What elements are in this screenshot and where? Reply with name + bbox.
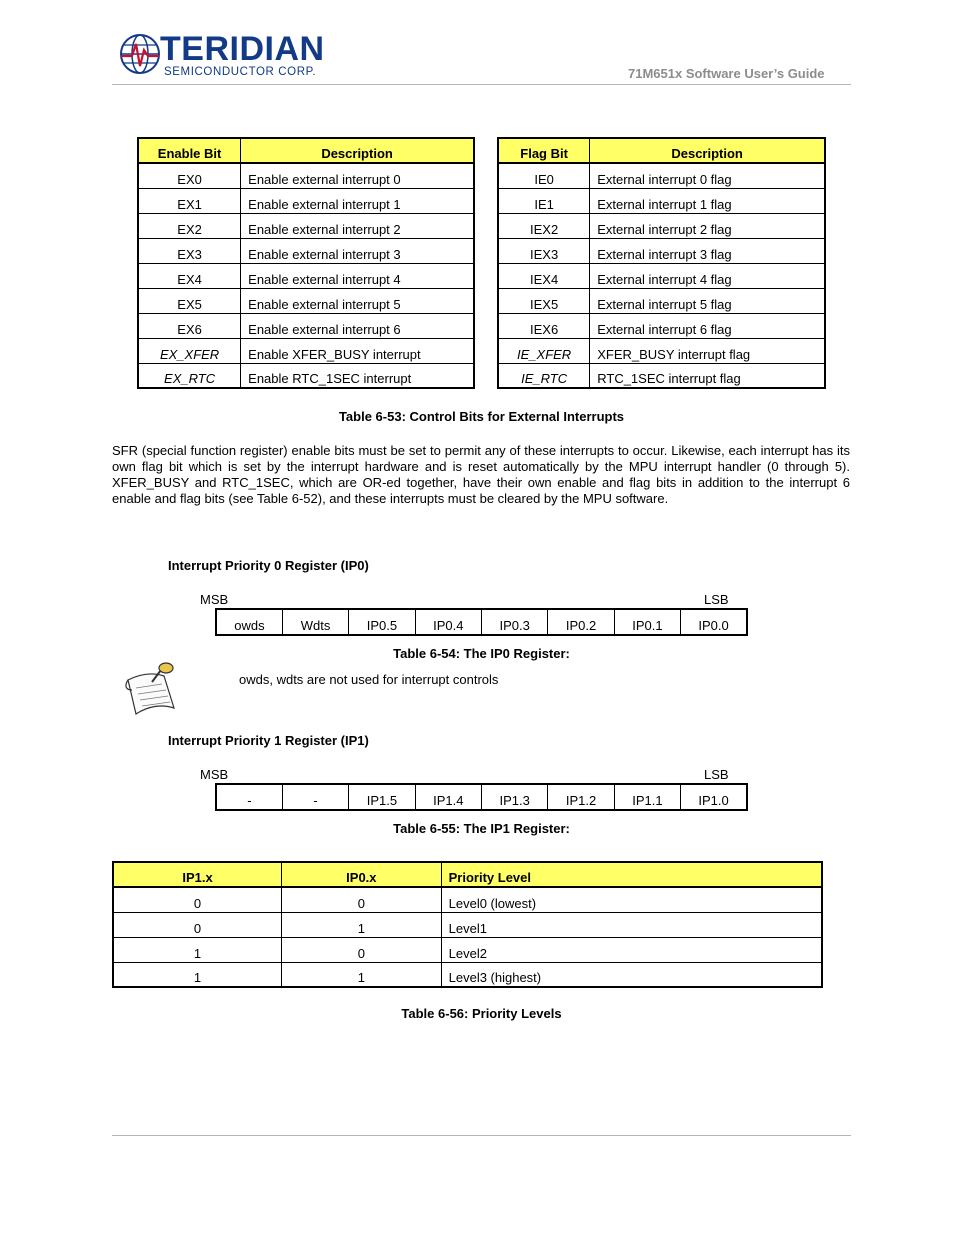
register-bit-cell: Wdts bbox=[282, 609, 348, 635]
lsb-label: LSB bbox=[704, 592, 729, 607]
table-cell: 1 bbox=[113, 962, 282, 987]
enable-bits-table bbox=[137, 137, 475, 389]
table-cell: Level1 bbox=[441, 912, 822, 937]
table-cell: IE_RTC bbox=[498, 363, 590, 388]
register-bit-cell: IP0.1 bbox=[614, 609, 680, 635]
table-cell: Level0 (lowest) bbox=[441, 887, 822, 912]
register-bit-cell: IP1.1 bbox=[614, 784, 680, 810]
table-cell: EX0 bbox=[138, 163, 241, 188]
register-bit-cell: owds bbox=[216, 609, 282, 635]
table-row bbox=[138, 213, 474, 238]
table-cell: Enable external interrupt 0 bbox=[241, 163, 474, 188]
table-row bbox=[138, 163, 474, 188]
register-bit-cell: IP0.0 bbox=[681, 609, 747, 635]
table-row bbox=[138, 363, 474, 388]
table-cell: IEX6 bbox=[498, 313, 590, 338]
ip1-register-table bbox=[215, 783, 748, 811]
logo-subtitle: SEMICONDUCTOR CORP. bbox=[164, 66, 317, 78]
table-cell: External interrupt 4 flag bbox=[590, 263, 825, 288]
table-cell: XFER_BUSY interrupt flag bbox=[590, 338, 825, 363]
table-cell: IE_XFER bbox=[498, 338, 590, 363]
table-row bbox=[498, 263, 825, 288]
lsb-label: LSB bbox=[704, 767, 729, 782]
table-caption: Table 6-54: The IP0 Register: bbox=[393, 646, 570, 661]
table-cell: 1 bbox=[282, 962, 442, 987]
table-row bbox=[113, 887, 822, 912]
table-row bbox=[498, 313, 825, 338]
table-cell: Enable external interrupt 6 bbox=[241, 313, 474, 338]
table-cell: External interrupt 2 flag bbox=[590, 213, 825, 238]
register-bit-cell: - bbox=[282, 784, 348, 810]
table-cell: 1 bbox=[113, 937, 282, 962]
table-cell: IEX4 bbox=[498, 263, 590, 288]
table-cell: Enable external interrupt 3 bbox=[241, 238, 474, 263]
flag-bits-table bbox=[497, 137, 826, 389]
logo-wordmark: TERIDIAN bbox=[160, 30, 325, 68]
table-row bbox=[113, 962, 822, 987]
register-bit-cell: IP1.2 bbox=[548, 784, 614, 810]
table-cell: Enable external interrupt 1 bbox=[241, 188, 474, 213]
msb-label: MSB bbox=[200, 767, 229, 782]
note-text: owds, wdts are not used for interrupt controls bbox=[239, 672, 499, 687]
table-cell: IE1 bbox=[498, 188, 590, 213]
register-bit-cell: IP0.3 bbox=[482, 609, 548, 635]
table-caption: Table 6-56: Priority Levels bbox=[401, 1006, 562, 1021]
table-row bbox=[498, 363, 825, 388]
column-header: Priority Level bbox=[441, 862, 822, 887]
logo-globe-icon bbox=[118, 32, 162, 76]
column-header: Enable Bit bbox=[138, 138, 241, 163]
body-paragraph: SFR (special function register) enable bits must be set to permit any of these interrupts to occur. Likewise, each interrupt has its own flag bit which is set by the interrupt hardware and is reset automatically by the MPU interrupt handler (0 through 5). XFER_BUSY and RTC_1SEC, which are OR-ed together, have their own enable and flag bits in addition to the interrupt 6 enable and flag bits (see Table 6-52), and these interrupts must be cleared by the MPU software. bbox=[112, 443, 850, 506]
register-bit-cell: IP1.3 bbox=[482, 784, 548, 810]
table-cell: Enable external interrupt 5 bbox=[241, 288, 474, 313]
teridian-logo bbox=[116, 32, 326, 80]
table-cell: External interrupt 5 flag bbox=[590, 288, 825, 313]
table-header-row bbox=[113, 862, 822, 887]
table-row bbox=[113, 912, 822, 937]
table-cell: 0 bbox=[282, 887, 442, 912]
header-rule bbox=[112, 84, 851, 85]
table-cell: IEX3 bbox=[498, 238, 590, 263]
table-cell: EX6 bbox=[138, 313, 241, 338]
column-header: Description bbox=[241, 138, 474, 163]
table-row bbox=[498, 238, 825, 263]
table-row bbox=[138, 338, 474, 363]
table-row bbox=[138, 188, 474, 213]
table-cell: EX4 bbox=[138, 263, 241, 288]
table-cell: External interrupt 3 flag bbox=[590, 238, 825, 263]
table-cell: External interrupt 0 flag bbox=[590, 163, 825, 188]
register-bit-cell: IP0.2 bbox=[548, 609, 614, 635]
table-cell: Enable external interrupt 4 bbox=[241, 263, 474, 288]
register-bit-row bbox=[216, 609, 747, 635]
table-row bbox=[498, 163, 825, 188]
table-cell: EX_XFER bbox=[138, 338, 241, 363]
register-bit-cell: - bbox=[216, 784, 282, 810]
table-cell: EX2 bbox=[138, 213, 241, 238]
document-title: 71M651x Software User’s Guide bbox=[628, 66, 825, 81]
note-pushpin-icon bbox=[122, 660, 180, 718]
table-cell: 0 bbox=[113, 912, 282, 937]
table-cell: Enable XFER_BUSY interrupt bbox=[241, 338, 474, 363]
table-row bbox=[138, 263, 474, 288]
table-row bbox=[113, 937, 822, 962]
table-header-row bbox=[138, 138, 474, 163]
table-cell: IEX2 bbox=[498, 213, 590, 238]
msb-label: MSB bbox=[200, 592, 229, 607]
table-cell: IE0 bbox=[498, 163, 590, 188]
ip0-register-table bbox=[215, 608, 748, 636]
table-cell: RTC_1SEC interrupt flag bbox=[590, 363, 825, 388]
table-caption: Table 6-53: Control Bits for External Interrupts bbox=[338, 409, 625, 424]
table-row bbox=[138, 288, 474, 313]
register-bit-row bbox=[216, 784, 747, 810]
table-cell: External interrupt 1 flag bbox=[590, 188, 825, 213]
column-header: IP0.x bbox=[282, 862, 442, 887]
table-cell: 1 bbox=[282, 912, 442, 937]
register-bit-cell: IP1.4 bbox=[415, 784, 481, 810]
table-caption: Table 6-55: The IP1 Register: bbox=[393, 821, 570, 836]
priority-levels-table bbox=[112, 861, 823, 988]
column-header: Flag Bit bbox=[498, 138, 590, 163]
table-cell: Level3 (highest) bbox=[441, 962, 822, 987]
table-cell: Enable RTC_1SEC interrupt bbox=[241, 363, 474, 388]
table-cell: EX5 bbox=[138, 288, 241, 313]
table-row bbox=[138, 313, 474, 338]
table-cell: IEX5 bbox=[498, 288, 590, 313]
table-row bbox=[498, 288, 825, 313]
ip0-heading: Interrupt Priority 0 Register (IP0) bbox=[168, 558, 369, 573]
register-bit-cell: IP0.5 bbox=[349, 609, 415, 635]
table-cell: Level2 bbox=[441, 937, 822, 962]
table-row bbox=[138, 238, 474, 263]
table-cell: EX3 bbox=[138, 238, 241, 263]
register-bit-cell: IP0.4 bbox=[415, 609, 481, 635]
register-bit-cell: IP1.0 bbox=[681, 784, 747, 810]
table-row bbox=[498, 213, 825, 238]
ip1-heading: Interrupt Priority 1 Register (IP1) bbox=[168, 733, 369, 748]
column-header: Description bbox=[590, 138, 825, 163]
register-bit-cell: IP1.5 bbox=[349, 784, 415, 810]
table-cell: External interrupt 6 flag bbox=[590, 313, 825, 338]
column-header: IP1.x bbox=[113, 862, 282, 887]
table-header-row bbox=[498, 138, 825, 163]
table-cell: EX_RTC bbox=[138, 363, 241, 388]
table-row bbox=[498, 188, 825, 213]
table-cell: 0 bbox=[113, 887, 282, 912]
table-cell: EX1 bbox=[138, 188, 241, 213]
footer-rule bbox=[112, 1135, 851, 1136]
table-row bbox=[498, 338, 825, 363]
table-cell: Enable external interrupt 2 bbox=[241, 213, 474, 238]
table-cell: 0 bbox=[282, 937, 442, 962]
